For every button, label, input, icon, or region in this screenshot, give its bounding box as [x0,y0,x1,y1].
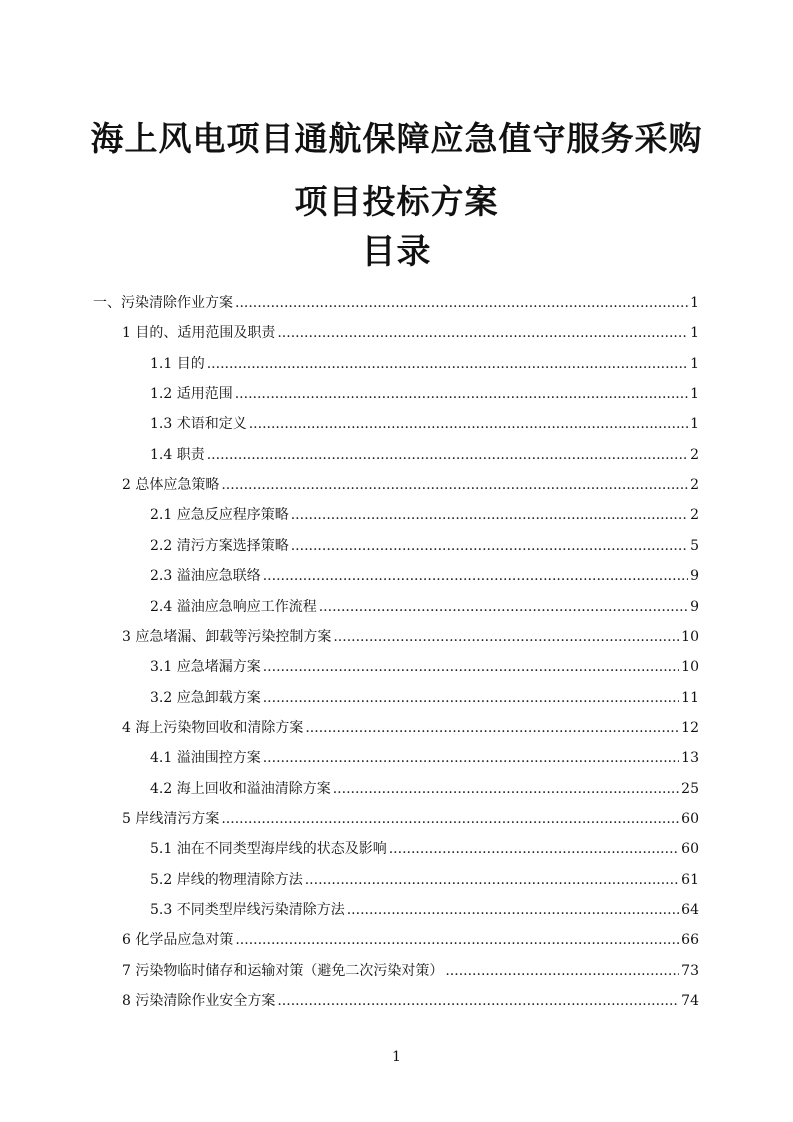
toc-entry-page: 5 [690,537,699,554]
toc-entry-page: 9 [690,598,699,615]
toc-entry[interactable] [122,960,699,982]
toc-entry-label: 3.1 应急堵漏方案 [150,659,261,676]
toc-entry[interactable] [150,838,699,860]
toc-entry[interactable] [150,444,699,466]
toc-leader-dots [445,960,679,982]
toc-entry-page: 2 [690,507,699,524]
toc-leader-dots [221,808,679,830]
toc-entry-page: 12 [681,719,699,736]
toc-entry-page: 60 [681,841,699,858]
toc-entry[interactable] [122,322,699,344]
toc-entry[interactable] [150,413,699,435]
toc-entry[interactable] [150,383,699,405]
toc-leader-dots [235,383,688,405]
toc-entry-page: 10 [681,628,699,645]
toc-entry-page: 2 [690,446,699,463]
document-title-line-2: 项目投标方案 [294,182,499,221]
toc-leader-dots [235,929,679,951]
toc-entry-page: 11 [681,689,699,706]
toc-leader-dots [333,778,679,800]
page-number: 1 [392,1049,401,1065]
toc-entry[interactable] [150,656,699,678]
toc-leader-dots [263,687,679,709]
toc-entry-label: 1.2 适用范围 [150,386,233,403]
toc-entry[interactable] [122,626,699,648]
toc-entry-page: 9 [690,568,699,585]
toc-entry[interactable] [150,504,699,526]
toc-entry-label: 1 目的、适用范围及职责 [122,325,276,342]
toc-entry-label: 3 应急堵漏、卸载等污染控制方案 [122,628,332,645]
toc-entry-label: 8 污染清除作业安全方案 [122,993,276,1010]
toc-leader-dots [347,899,679,921]
toc-entry-page: 74 [681,993,699,1010]
toc-entry-page: 2 [690,477,699,494]
toc-entry[interactable] [122,990,699,1012]
toc-entry-page: 13 [681,750,699,767]
toc-leader-dots [263,565,688,587]
toc-leader-dots [277,322,688,344]
toc-entry-label: 7 污染物临时储存和运输对策（避免二次污染对策） [122,962,444,979]
toc-entry[interactable] [150,535,699,557]
toc-entry[interactable] [93,292,699,314]
toc-entry-label: 3.2 应急卸载方案 [150,689,261,706]
toc-leader-dots [263,656,679,678]
toc-entry-label: 1.4 职责 [150,446,205,463]
toc-entry-page: 64 [681,902,699,918]
toc-entry-page: 1 [690,416,699,433]
toc-entry[interactable] [150,778,699,800]
toc-entry-label: 1.3 术语和定义 [150,416,247,433]
toc-leader-dots [277,990,679,1012]
toc-entry-label: 一、污染清除作业方案 [93,295,233,311]
toc-entry-label: 2.1 应急反应程序策略 [150,507,289,524]
toc-entry[interactable] [122,717,699,739]
toc-entry-label: 4 海上污染物回收和清除方案 [122,719,304,736]
toc-entry-label: 5.2 岸线的物理清除方法 [150,871,303,888]
toc-entry-label: 2 总体应急策略 [122,477,220,494]
toc-leader-dots [221,474,688,496]
toc-leader-dots [319,596,688,618]
toc-leader-dots [207,444,688,466]
toc-entry-page: 1 [690,386,699,403]
toc-entry-label: 5 岸线清污方案 [122,810,220,827]
toc-leader-dots [207,353,688,375]
toc-entry-label: 5.1 油在不同类型海岸线的状态及影响 [150,841,387,858]
toc-entry-page: 1 [690,295,699,311]
toc-entry-page: 66 [681,932,699,949]
toc-entry[interactable] [122,808,699,830]
toc-entry-label: 6 化学品应急对策 [122,932,234,949]
toc-entry[interactable] [150,869,699,891]
toc-entry[interactable] [150,596,699,618]
toc-leader-dots [235,292,688,314]
toc-entry-label: 5.3 不同类型岸线污染清除方法 [150,902,345,918]
toc-entry[interactable] [150,747,699,769]
toc-leader-dots [389,838,679,860]
toc-entry-label: 2.2 清污方案选择策略 [150,537,289,554]
toc-entry-label: 4.2 海上回收和溢油清除方案 [150,780,331,797]
toc-entry-page: 25 [681,780,699,797]
toc-entry-page: 73 [681,962,699,979]
toc-leader-dots [333,626,679,648]
toc-entry-label: 4.1 溢油围控方案 [150,750,261,767]
toc-entry[interactable] [122,474,699,496]
toc-entry[interactable] [150,687,699,709]
toc-leader-dots [291,504,688,526]
toc-leader-dots [249,413,688,435]
toc-heading: 目录 [361,232,432,272]
toc-entry-page: 60 [681,810,699,827]
toc-entry-page: 1 [690,325,699,342]
toc-entry[interactable] [150,565,699,587]
toc-leader-dots [263,747,679,769]
toc-entry-label: 2.3 溢油应急联络 [150,568,261,585]
document-title-line-1: 海上风电项目通航保障应急值守服务采购 [90,119,703,158]
toc-leader-dots [305,869,679,891]
toc-entry-page: 1 [690,355,699,372]
toc-entry[interactable] [122,929,699,951]
toc-entry-page: 61 [681,871,699,888]
toc-entry[interactable] [150,353,699,375]
toc-entry-label: 2.4 溢油应急响应工作流程 [150,598,317,615]
toc-leader-dots [291,535,688,557]
toc-leader-dots [305,717,679,739]
toc-entry-label: 1.1 目的 [150,355,205,372]
toc-entry[interactable] [150,899,699,921]
toc-entry-page: 10 [681,659,699,676]
